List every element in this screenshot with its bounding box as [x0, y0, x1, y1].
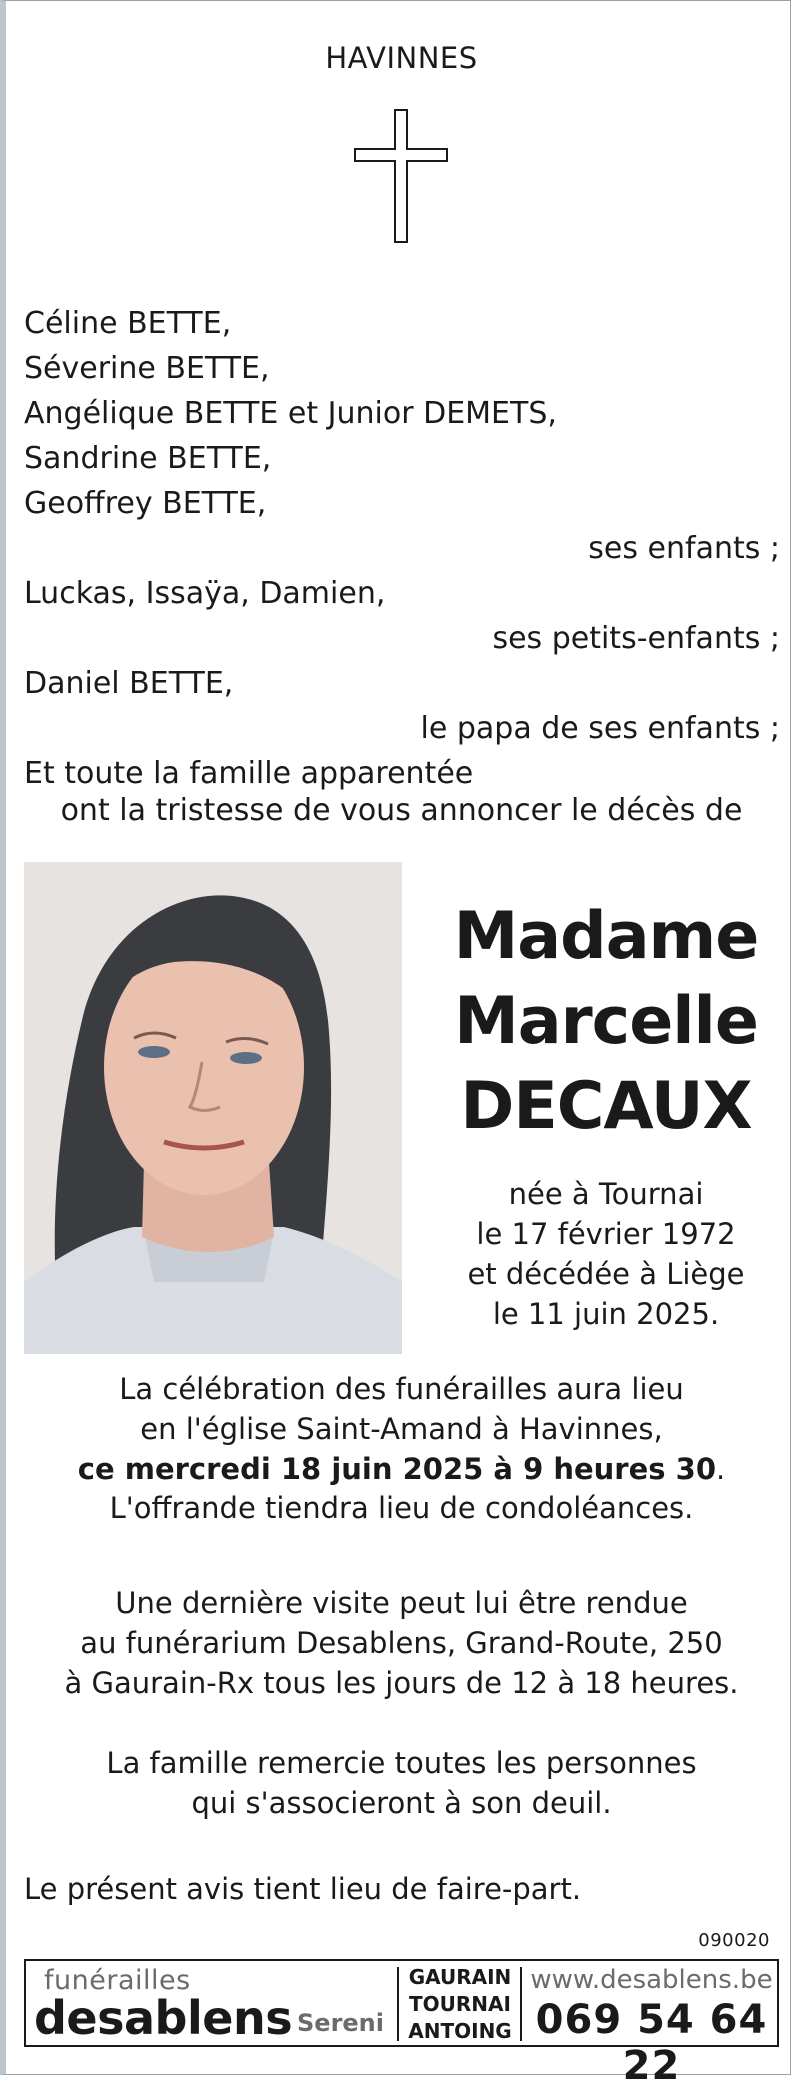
- ceremony-info: [6, 1369, 791, 1489]
- town-heading: HAVINNES: [325, 41, 478, 75]
- website-link[interactable]: www.desablens.be: [530, 1965, 773, 1995]
- brand-sub: Sereni: [297, 2009, 384, 2037]
- ceremony-line: en l'église Saint-Amand à Havinnes,: [140, 1412, 663, 1446]
- family-line: Angélique BETTE et Junior DEMETS,: [24, 396, 557, 431]
- divider: [397, 1967, 399, 2041]
- brand-tagline: funérailles: [44, 1965, 191, 1996]
- family-relation: ses petits-enfants ;: [492, 621, 780, 656]
- death-date: le 11 juin 2025.: [492, 1297, 720, 1331]
- thanks-note: [6, 1743, 791, 1823]
- family-line: Geoffrey BETTE,: [24, 486, 267, 521]
- family-line: Luckas, Issaÿa, Damien,: [24, 576, 386, 611]
- branch-town: ANTOING: [408, 2019, 512, 2043]
- divider: [520, 1967, 522, 2041]
- deceased-name: [446, 894, 766, 1149]
- family-line: Séverine BETTE,: [24, 351, 270, 386]
- cross-icon: [353, 109, 449, 243]
- branch-town: GAURAIN: [408, 1965, 512, 1989]
- announcement-intro: ont la tristesse de vous annoncer le décès de: [60, 793, 743, 828]
- death-place: et décédée à Liège: [467, 1257, 745, 1291]
- birth-place: née à Tournai: [508, 1177, 704, 1211]
- family-list: [24, 301, 780, 796]
- ceremony-date-end: .: [716, 1452, 726, 1486]
- deceased-last-name: DECAUX: [460, 1069, 752, 1144]
- offering-note: L'offrande tiendra lieu de condoléances.: [109, 1491, 694, 1525]
- branch-town: TOURNAI: [409, 1992, 511, 2016]
- branch-towns: [401, 1964, 519, 2045]
- family-relation: ses enfants ;: [588, 531, 780, 566]
- ceremony-date: ce mercredi 18 juin 2025 à 9 heures 30: [77, 1452, 716, 1486]
- visit-line: à Gaurain-Rx tous les jours de 12 à 18 heures.: [64, 1666, 739, 1700]
- family-line: Sandrine BETTE,: [24, 441, 272, 476]
- family-relation: le papa de ses enfants ;: [420, 711, 780, 746]
- ceremony-date-line: [6, 1449, 791, 1489]
- thanks-line: qui s'associeront à son deuil.: [191, 1786, 612, 1820]
- phone-number[interactable]: 069 54 64 22: [535, 1997, 768, 2089]
- family-line: Daniel BETTE,: [24, 666, 234, 701]
- visit-line: Une dernière visite peut lui être rendue: [115, 1586, 688, 1620]
- birth-date: le 17 février 1972: [476, 1217, 736, 1251]
- thanks-line: La famille remercie toutes les personnes: [106, 1746, 697, 1780]
- family-line: Et toute la famille apparentée: [24, 756, 474, 791]
- funeral-home-banner: [24, 1959, 779, 2089]
- birth-death-info: [436, 1174, 776, 1334]
- ceremony-line: La célébration des funérailles aura lieu: [119, 1372, 684, 1406]
- deceased-title: Madame: [453, 899, 759, 974]
- visit-info: [6, 1583, 791, 1703]
- deceased-first-name: Marcelle: [454, 984, 758, 1059]
- portrait-illustration: [24, 862, 402, 1354]
- portrait-photo: [24, 862, 402, 1354]
- visit-line: au funérarium Desablens, Grand-Route, 250: [80, 1626, 723, 1660]
- final-note: Le présent avis tient lieu de faire-part.: [24, 1872, 582, 1906]
- brand-logo-text: desablens: [34, 1991, 293, 2045]
- reference-number: 090020: [698, 1930, 770, 1951]
- family-line: Céline BETTE,: [24, 306, 232, 341]
